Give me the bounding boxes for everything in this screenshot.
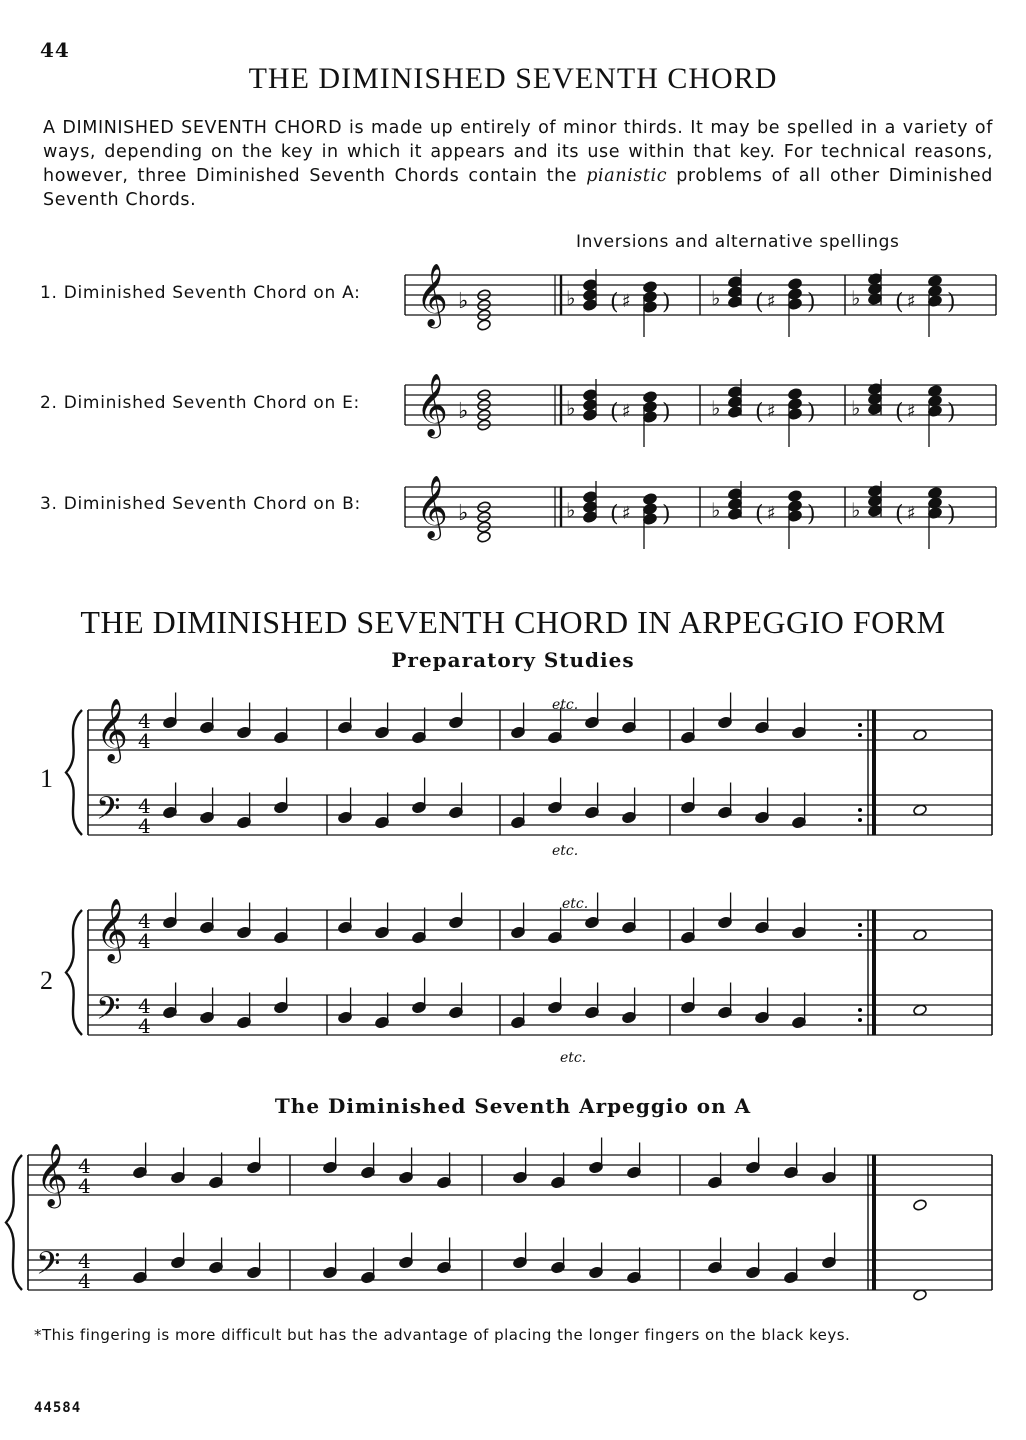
flat-sign: ♭ (851, 286, 861, 310)
time-signature: 4 (138, 909, 151, 933)
chord-staves (405, 263, 996, 549)
etc-marking: etc. (562, 896, 589, 912)
time-signature: 4 (138, 814, 151, 838)
chord-label-e: 2. Diminished Seventh Chord on E: (40, 393, 360, 413)
page-title: THE DIMINISHED SEVENTH CHORD (248, 62, 778, 95)
page-number: 44 (40, 38, 70, 62)
flat-sign: ♭ (566, 498, 576, 522)
section-title: THE DIMINISHED SEVENTH CHORD IN ARPEGGIO FORM (80, 604, 946, 640)
plate-number: 44584 (34, 1400, 82, 1416)
notehead (913, 804, 928, 817)
paren-open: ( (610, 502, 619, 527)
flat-sign: ♭ (458, 501, 469, 526)
paren-close: ) (662, 290, 671, 315)
notehead (583, 389, 598, 402)
sharp-sign: ♯ (907, 503, 916, 524)
notehead (913, 729, 928, 742)
notehead (477, 319, 492, 332)
sharp-sign: ♯ (767, 401, 776, 422)
chord-label-b: 3. Diminished Seventh Chord on B: (40, 494, 361, 514)
notehead (643, 391, 658, 404)
time-signature: 4 (78, 1249, 91, 1273)
notehead (643, 493, 658, 506)
paren-open: ( (895, 290, 904, 315)
flat-sign: ♭ (851, 396, 861, 420)
notehead (728, 276, 743, 289)
flat-sign: ♭ (458, 289, 469, 314)
notehead (788, 408, 803, 421)
etc-marking: etc. (552, 697, 579, 713)
paren-close: ) (807, 502, 816, 527)
brace (66, 710, 82, 835)
arpeggio-title: The Diminished Seventh Arpeggio on A (274, 1094, 752, 1118)
paren-open: ( (610, 290, 619, 315)
notehead (728, 396, 743, 409)
repeat-dot (858, 723, 862, 727)
chord-label-a: 1. Diminished Seventh Chord on A: (40, 283, 361, 303)
flat-sign: ♭ (851, 498, 861, 522)
repeat-dot (858, 1008, 862, 1012)
brace (66, 910, 82, 1035)
exercise-number-1: 1 (40, 764, 53, 793)
repeat-dot (858, 818, 862, 822)
paren-open: ( (610, 400, 619, 425)
footnote: *This fingering is more difficult but has the advantage of placing the longer fingers on the black keys. (34, 1326, 851, 1344)
notehead (913, 1004, 928, 1017)
treble-clef: 𝄞 (416, 373, 448, 436)
flat-sign: ♭ (566, 286, 576, 310)
inversions-label: Inversions and alternative spellings (576, 232, 900, 252)
notehead (477, 531, 492, 544)
brace (6, 1155, 22, 1290)
time-signature: 4 (78, 1174, 91, 1198)
notehead (583, 501, 598, 514)
sharp-sign: ♯ (622, 291, 631, 312)
sharp-sign: ♯ (907, 291, 916, 312)
notehead (583, 491, 598, 504)
notehead (913, 929, 928, 942)
bass-clef: 𝄢 (96, 990, 121, 1034)
paren-open: ( (755, 290, 764, 315)
time-signature: 4 (138, 929, 151, 953)
sharp-sign: ♯ (907, 401, 916, 422)
paren-open: ( (755, 400, 764, 425)
treble-clef: 𝄞 (416, 475, 448, 538)
treble-clef: 𝄞 (416, 263, 448, 326)
notehead (788, 500, 803, 513)
flat-sign: ♭ (458, 399, 469, 424)
flat-sign: ♭ (711, 286, 721, 310)
exercise-number-2: 2 (40, 966, 53, 995)
repeat-dot (858, 1018, 862, 1022)
notehead (788, 388, 803, 401)
notehead (728, 286, 743, 299)
paren-close: ) (947, 502, 956, 527)
repeat-dot (858, 933, 862, 937)
paren-open: ( (755, 502, 764, 527)
etc-marking: etc. (560, 1050, 587, 1066)
intro-emphasis: pianistic (586, 166, 668, 186)
paren-open: ( (895, 400, 904, 425)
notehead (788, 278, 803, 291)
exercise-staves (6, 693, 992, 1302)
notehead (583, 299, 598, 312)
treble-clef: 𝄞 (96, 898, 128, 961)
paren-close: ) (947, 290, 956, 315)
sharp-sign: ♯ (622, 503, 631, 524)
sharp-sign: ♯ (622, 401, 631, 422)
notehead (583, 399, 598, 412)
notehead (583, 511, 598, 524)
paren-close: ) (807, 400, 816, 425)
notehead (643, 513, 658, 526)
section-subtitle: Preparatory Studies (391, 648, 635, 672)
notehead (913, 1199, 928, 1212)
repeat-dot (858, 808, 862, 812)
flat-sign: ♭ (711, 498, 721, 522)
notehead (728, 296, 743, 309)
notehead (583, 289, 598, 302)
notehead (788, 490, 803, 503)
time-signature: 4 (138, 994, 151, 1018)
time-signature: 4 (78, 1269, 91, 1293)
repeat-dot (858, 923, 862, 927)
notehead (728, 488, 743, 501)
treble-clef: 𝄞 (96, 698, 128, 761)
notehead (728, 386, 743, 399)
notehead (728, 406, 743, 419)
notehead (913, 1289, 928, 1302)
treble-clef: 𝄞 (36, 1143, 68, 1206)
paren-close: ) (662, 400, 671, 425)
flat-sign: ♭ (711, 396, 721, 420)
notehead (788, 510, 803, 523)
time-signature: 4 (138, 729, 151, 753)
time-signature: 4 (138, 794, 151, 818)
intro-text: A DIMINISHED SEVENTH CHORD is made up entirely of minor thirds. It may be spelled in a variety of ways, depending on the key in which it appears and its use within that key. For technical reasons, however, three Diminished Seventh Chords contain the (43, 118, 993, 186)
bass-clef: 𝄢 (36, 1245, 61, 1289)
notehead (643, 503, 658, 516)
sharp-sign: ♯ (767, 503, 776, 524)
sharp-sign: ♯ (767, 291, 776, 312)
time-signature: 4 (138, 709, 151, 733)
notehead (643, 411, 658, 424)
notehead (643, 401, 658, 414)
notehead (583, 279, 598, 292)
paren-close: ) (807, 290, 816, 315)
notehead (583, 409, 598, 422)
paren-open: ( (895, 502, 904, 527)
paren-close: ) (662, 502, 671, 527)
repeat-dot (858, 733, 862, 737)
paren-close: ) (947, 400, 956, 425)
notehead (643, 291, 658, 304)
notehead (643, 301, 658, 314)
flat-sign: ♭ (566, 396, 576, 420)
time-signature: 4 (138, 1014, 151, 1038)
notehead (728, 498, 743, 511)
bass-clef: 𝄢 (96, 790, 121, 834)
notehead (728, 508, 743, 521)
notehead (643, 281, 658, 294)
notehead (788, 398, 803, 411)
time-signature: 4 (78, 1154, 91, 1178)
notehead (788, 298, 803, 311)
notehead (788, 288, 803, 301)
intro-text-end: problems of all other Diminished Seventh Chords. (43, 166, 993, 210)
etc-marking: etc. (552, 843, 579, 859)
